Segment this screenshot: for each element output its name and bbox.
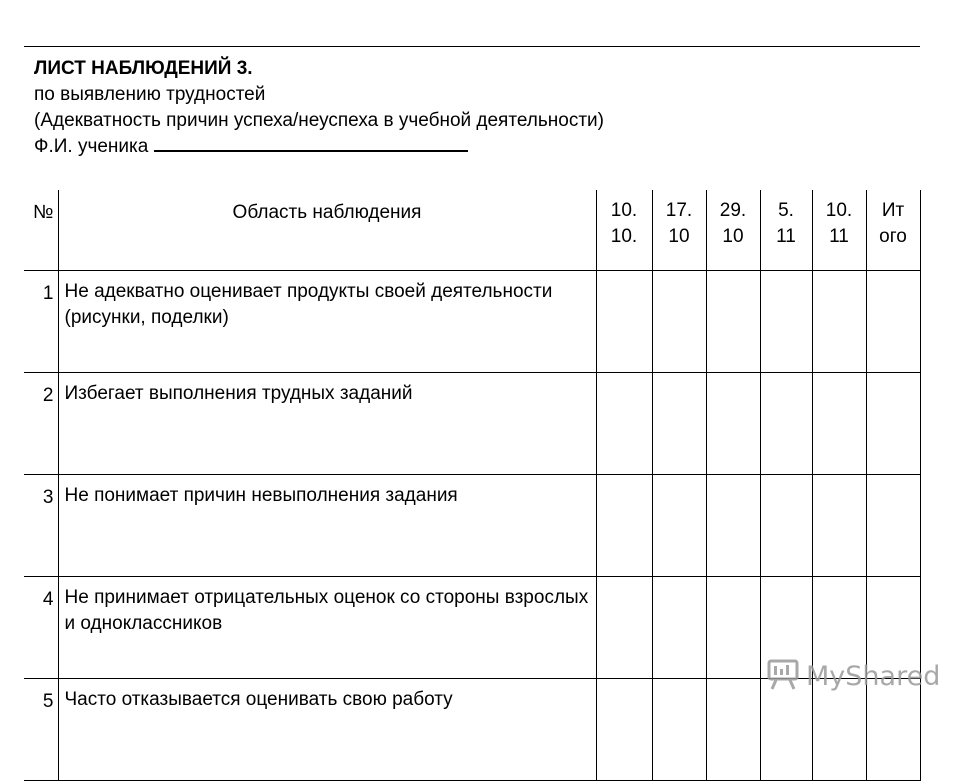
student-name-label: Ф.И. ученика xyxy=(34,136,149,157)
mark-cell[interactable] xyxy=(652,475,706,577)
top-divider xyxy=(24,46,920,47)
watermark-text: MyShared xyxy=(806,660,941,692)
row-observation-text: Не принимает отрицательных оценок со стороны взрослых и одноклассников xyxy=(58,577,596,679)
row-observation-text: Не адекватно оценивает продукты своей деятельности (рисунки, поделки) xyxy=(58,271,596,373)
row-observation-text: Не понимает причин невыполнения задания xyxy=(58,475,596,577)
mark-cell[interactable] xyxy=(596,373,652,475)
column-header-date: 10. 11 xyxy=(812,190,866,271)
mark-cell[interactable] xyxy=(812,373,866,475)
mark-cell[interactable] xyxy=(652,577,706,679)
mark-cell[interactable] xyxy=(760,475,812,577)
row-number: 5 xyxy=(24,679,58,781)
mark-cell[interactable] xyxy=(596,475,652,577)
mark-cell[interactable] xyxy=(706,271,760,373)
table-row xyxy=(24,271,920,373)
presentation-board-icon xyxy=(766,657,800,696)
sheet-title: ЛИСТ НАБЛЮДЕНИЙ 3. xyxy=(34,58,253,79)
mark-cell[interactable] xyxy=(596,271,652,373)
table-header-row xyxy=(24,190,920,271)
column-header-date: 5. 11 xyxy=(760,190,812,271)
mark-cell[interactable] xyxy=(706,475,760,577)
mark-cell[interactable] xyxy=(812,271,866,373)
mark-cell[interactable] xyxy=(706,373,760,475)
mark-cell[interactable] xyxy=(596,679,652,781)
column-header-number: № xyxy=(24,190,58,271)
column-header-date: 29. 10 xyxy=(706,190,760,271)
mark-cell[interactable] xyxy=(812,475,866,577)
column-header-total: Ит ого xyxy=(866,190,920,271)
student-name-line xyxy=(34,134,914,160)
row-number: 2 xyxy=(24,373,58,475)
mark-cell[interactable] xyxy=(706,577,760,679)
column-header-date: 17. 10 xyxy=(652,190,706,271)
column-header-area: Область наблюдения xyxy=(58,190,596,271)
row-observation-text: Часто отказывается оценивать свою работу xyxy=(58,679,596,781)
total-cell[interactable] xyxy=(866,271,920,373)
row-observation-text: Избегает выполнения трудных заданий xyxy=(58,373,596,475)
mark-cell[interactable] xyxy=(760,373,812,475)
row-number: 4 xyxy=(24,577,58,679)
sheet-header xyxy=(34,56,914,160)
column-header-date: 10. 10. xyxy=(596,190,652,271)
mark-cell[interactable] xyxy=(652,679,706,781)
row-number: 1 xyxy=(24,271,58,373)
table-row xyxy=(24,475,920,577)
mark-cell[interactable] xyxy=(706,679,760,781)
student-name-blank[interactable] xyxy=(154,136,468,152)
total-cell[interactable] xyxy=(866,475,920,577)
mark-cell[interactable] xyxy=(760,271,812,373)
watermark xyxy=(766,656,940,696)
row-number: 3 xyxy=(24,475,58,577)
mark-cell[interactable] xyxy=(652,271,706,373)
table-row xyxy=(24,373,920,475)
total-cell[interactable] xyxy=(866,373,920,475)
sheet-description: (Адекватность причин успеха/неуспеха в учебной деятельности) xyxy=(34,110,604,131)
mark-cell[interactable] xyxy=(652,373,706,475)
mark-cell[interactable] xyxy=(596,577,652,679)
sheet-subtitle: по выявлению трудностей xyxy=(34,84,266,105)
